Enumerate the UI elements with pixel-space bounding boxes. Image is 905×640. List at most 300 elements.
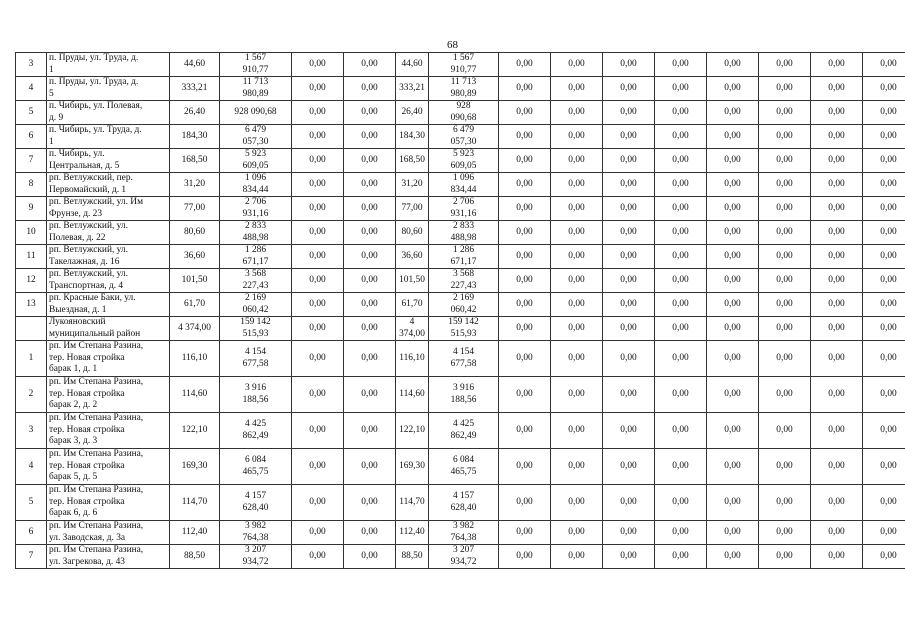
amount-cell: 0,00 xyxy=(655,521,707,545)
cost-cell: 1 286 671,17 xyxy=(429,245,499,269)
amount-cell: 0,00 xyxy=(603,413,655,449)
amount-cell: 0,00 xyxy=(707,245,759,269)
table-row xyxy=(16,149,905,173)
cost-cell: 2 706 931,16 xyxy=(429,197,499,221)
amount-cell: 0,00 xyxy=(655,317,707,341)
area-cell: 333,21 xyxy=(170,77,220,101)
address-cell: рп. Им Степана Разина, ул. Загрекова, д. 43 xyxy=(47,545,170,569)
amount-cell: 0,00 xyxy=(499,293,551,317)
amount-cell: 0,00 xyxy=(759,449,811,485)
amount-cell: 0,00 xyxy=(863,449,905,485)
amount-cell: 0,00 xyxy=(811,77,863,101)
amount-cell: 0,00 xyxy=(551,521,603,545)
amount-cell: 0,00 xyxy=(551,149,603,173)
row-number-cell: 7 xyxy=(16,149,47,173)
amount-cell: 0,00 xyxy=(655,449,707,485)
amount-cell: 0,00 xyxy=(551,317,603,341)
area-cell: 122,10 xyxy=(396,413,429,449)
amount-cell: 0,00 xyxy=(707,125,759,149)
amount-cell: 0,00 xyxy=(655,293,707,317)
amount-cell: 0,00 xyxy=(344,125,396,149)
amount-cell: 0,00 xyxy=(759,413,811,449)
amount-cell: 0,00 xyxy=(811,449,863,485)
area-cell: 184,30 xyxy=(396,125,429,149)
amount-cell: 0,00 xyxy=(292,521,344,545)
amount-cell: 0,00 xyxy=(655,77,707,101)
amount-cell: 0,00 xyxy=(863,293,905,317)
amount-cell: 0,00 xyxy=(292,101,344,125)
amount-cell: 0,00 xyxy=(499,449,551,485)
amount-cell: 0,00 xyxy=(292,485,344,521)
amount-cell: 0,00 xyxy=(292,317,344,341)
amount-cell: 0,00 xyxy=(655,53,707,77)
cost-cell: 2 169 060,42 xyxy=(429,293,499,317)
housing-register-table xyxy=(15,52,905,569)
amount-cell: 0,00 xyxy=(759,293,811,317)
amount-cell: 0,00 xyxy=(707,545,759,569)
address-cell: рп. Ветлужский, ул. Такелажная, д. 16 xyxy=(47,245,170,269)
amount-cell: 0,00 xyxy=(499,53,551,77)
area-cell: 44,60 xyxy=(396,53,429,77)
amount-cell: 0,00 xyxy=(655,149,707,173)
amount-cell: 0,00 xyxy=(863,77,905,101)
area-cell: 61,70 xyxy=(396,293,429,317)
area-cell: 61,70 xyxy=(170,293,220,317)
amount-cell: 0,00 xyxy=(344,53,396,77)
row-number-cell: 6 xyxy=(16,125,47,149)
area-cell: 169,30 xyxy=(396,449,429,485)
amount-cell: 0,00 xyxy=(292,197,344,221)
area-cell: 26,40 xyxy=(170,101,220,125)
amount-cell: 0,00 xyxy=(603,377,655,413)
cost-cell: 2 833 488,98 xyxy=(429,221,499,245)
cost-cell: 1 567 910,77 xyxy=(429,53,499,77)
amount-cell: 0,00 xyxy=(707,485,759,521)
area-cell: 26,40 xyxy=(396,101,429,125)
area-cell: 77,00 xyxy=(170,197,220,221)
amount-cell: 0,00 xyxy=(759,77,811,101)
amount-cell: 0,00 xyxy=(499,125,551,149)
address-cell: рп. Им Степана Разина, тер. Новая стройка барак 5, д. 5 xyxy=(47,449,170,485)
amount-cell: 0,00 xyxy=(759,521,811,545)
row-number-cell: 4 xyxy=(16,449,47,485)
table-row xyxy=(16,485,905,521)
amount-cell: 0,00 xyxy=(344,413,396,449)
table-row xyxy=(16,53,905,77)
area-cell: 4 374,00 xyxy=(396,317,429,341)
address-cell: рп. Им Степана Разина, тер. Новая стройка барак 2, д. 2 xyxy=(47,377,170,413)
amount-cell: 0,00 xyxy=(551,197,603,221)
cost-cell: 4 157 628,40 xyxy=(429,485,499,521)
amount-cell: 0,00 xyxy=(499,521,551,545)
amount-cell: 0,00 xyxy=(707,53,759,77)
amount-cell: 0,00 xyxy=(707,221,759,245)
amount-cell: 0,00 xyxy=(863,377,905,413)
amount-cell: 0,00 xyxy=(863,149,905,173)
amount-cell: 0,00 xyxy=(603,449,655,485)
address-cell: рп. Красные Баки, ул. Выездная, д. 1 xyxy=(47,293,170,317)
amount-cell: 0,00 xyxy=(292,545,344,569)
row-number-cell: 8 xyxy=(16,173,47,197)
amount-cell: 0,00 xyxy=(499,341,551,377)
area-cell: 80,60 xyxy=(170,221,220,245)
amount-cell: 0,00 xyxy=(759,485,811,521)
amount-cell: 0,00 xyxy=(603,341,655,377)
area-cell: 101,50 xyxy=(396,269,429,293)
amount-cell: 0,00 xyxy=(759,245,811,269)
amount-cell: 0,00 xyxy=(344,245,396,269)
cost-cell: 1 286 671,17 xyxy=(220,245,292,269)
row-number-cell: 1 xyxy=(16,341,47,377)
amount-cell: 0,00 xyxy=(811,197,863,221)
amount-cell: 0,00 xyxy=(551,77,603,101)
area-cell: 116,10 xyxy=(170,341,220,377)
amount-cell: 0,00 xyxy=(603,521,655,545)
amount-cell: 0,00 xyxy=(499,245,551,269)
cost-cell: 928 090,68 xyxy=(220,101,292,125)
area-cell: 88,50 xyxy=(170,545,220,569)
amount-cell: 0,00 xyxy=(292,245,344,269)
area-cell: 114,70 xyxy=(170,485,220,521)
amount-cell: 0,00 xyxy=(863,197,905,221)
amount-cell: 0,00 xyxy=(863,101,905,125)
row-number-cell: 3 xyxy=(16,413,47,449)
cost-cell: 6 084 465,75 xyxy=(429,449,499,485)
amount-cell: 0,00 xyxy=(655,485,707,521)
amount-cell: 0,00 xyxy=(551,485,603,521)
amount-cell: 0,00 xyxy=(292,149,344,173)
address-cell: п. Пруды, ул. Труда, д. 5 xyxy=(47,77,170,101)
amount-cell: 0,00 xyxy=(551,173,603,197)
amount-cell: 0,00 xyxy=(655,341,707,377)
amount-cell: 0,00 xyxy=(811,545,863,569)
area-cell: 114,70 xyxy=(396,485,429,521)
amount-cell: 0,00 xyxy=(344,293,396,317)
page-number: 68 xyxy=(447,39,458,51)
amount-cell: 0,00 xyxy=(499,317,551,341)
amount-cell: 0,00 xyxy=(499,149,551,173)
amount-cell: 0,00 xyxy=(655,545,707,569)
amount-cell: 0,00 xyxy=(551,125,603,149)
amount-cell: 0,00 xyxy=(499,485,551,521)
amount-cell: 0,00 xyxy=(292,449,344,485)
table-row xyxy=(16,341,905,377)
row-number-cell: 6 xyxy=(16,521,47,545)
amount-cell: 0,00 xyxy=(499,221,551,245)
amount-cell: 0,00 xyxy=(292,293,344,317)
amount-cell: 0,00 xyxy=(603,101,655,125)
address-cell: рп. Ветлужский, ул. Транспортная, д. 4 xyxy=(47,269,170,293)
amount-cell: 0,00 xyxy=(811,413,863,449)
table-row xyxy=(16,173,905,197)
cost-cell: 3 568 227,43 xyxy=(220,269,292,293)
amount-cell: 0,00 xyxy=(344,377,396,413)
amount-cell: 0,00 xyxy=(292,125,344,149)
table-row xyxy=(16,545,905,569)
amount-cell: 0,00 xyxy=(551,53,603,77)
table-row xyxy=(16,269,905,293)
area-cell: 114,60 xyxy=(396,377,429,413)
amount-cell: 0,00 xyxy=(811,269,863,293)
amount-cell: 0,00 xyxy=(707,293,759,317)
amount-cell: 0,00 xyxy=(655,221,707,245)
area-cell: 77,00 xyxy=(396,197,429,221)
area-cell: 169,30 xyxy=(170,449,220,485)
row-number-cell: 5 xyxy=(16,485,47,521)
address-cell: рп. Им Степана Разина, тер. Новая стройка барак 1, д. 1 xyxy=(47,341,170,377)
area-cell: 114,60 xyxy=(170,377,220,413)
row-number-cell: 2 xyxy=(16,377,47,413)
cost-cell: 5 923 609,05 xyxy=(429,149,499,173)
area-cell: 184,30 xyxy=(170,125,220,149)
amount-cell: 0,00 xyxy=(707,173,759,197)
cost-cell: 3 982 764,38 xyxy=(220,521,292,545)
amount-cell: 0,00 xyxy=(344,341,396,377)
address-cell: рп. Ветлужский, ул. Им Фрунзе, д. 23 xyxy=(47,197,170,221)
amount-cell: 0,00 xyxy=(707,101,759,125)
table-row xyxy=(16,197,905,221)
amount-cell: 0,00 xyxy=(551,221,603,245)
amount-cell: 0,00 xyxy=(603,77,655,101)
amount-cell: 0,00 xyxy=(603,293,655,317)
cost-cell: 3 916 188,56 xyxy=(220,377,292,413)
amount-cell: 0,00 xyxy=(759,341,811,377)
amount-cell: 0,00 xyxy=(499,413,551,449)
amount-cell: 0,00 xyxy=(551,269,603,293)
address-cell: п. Чибирь, ул. Центральная, д. 5 xyxy=(47,149,170,173)
cost-cell: 928 090,68 xyxy=(429,101,499,125)
amount-cell: 0,00 xyxy=(759,269,811,293)
cost-cell: 11 713 980,89 xyxy=(429,77,499,101)
amount-cell: 0,00 xyxy=(811,221,863,245)
amount-cell: 0,00 xyxy=(707,413,759,449)
table-row xyxy=(16,521,905,545)
amount-cell: 0,00 xyxy=(863,521,905,545)
amount-cell: 0,00 xyxy=(499,77,551,101)
amount-cell: 0,00 xyxy=(344,545,396,569)
amount-cell: 0,00 xyxy=(863,245,905,269)
cost-cell: 3 568 227,43 xyxy=(429,269,499,293)
area-cell: 36,60 xyxy=(170,245,220,269)
amount-cell: 0,00 xyxy=(344,449,396,485)
cost-cell: 3 207 934,72 xyxy=(220,545,292,569)
amount-cell: 0,00 xyxy=(811,173,863,197)
amount-cell: 0,00 xyxy=(655,377,707,413)
cost-cell: 159 142 515,93 xyxy=(429,317,499,341)
amount-cell: 0,00 xyxy=(811,53,863,77)
row-number-cell: 3 xyxy=(16,53,47,77)
amount-cell: 0,00 xyxy=(344,173,396,197)
row-number-cell xyxy=(16,317,47,341)
table-row xyxy=(16,221,905,245)
cost-cell: 3 207 934,72 xyxy=(429,545,499,569)
cost-cell: 2 169 060,42 xyxy=(220,293,292,317)
area-cell: 88,50 xyxy=(396,545,429,569)
area-cell: 44,60 xyxy=(170,53,220,77)
row-number-cell: 10 xyxy=(16,221,47,245)
row-number-cell: 11 xyxy=(16,245,47,269)
amount-cell: 0,00 xyxy=(863,341,905,377)
cost-cell: 4 154 677,58 xyxy=(220,341,292,377)
cost-cell: 4 157 628,40 xyxy=(220,485,292,521)
amount-cell: 0,00 xyxy=(603,125,655,149)
amount-cell: 0,00 xyxy=(863,221,905,245)
amount-cell: 0,00 xyxy=(344,221,396,245)
table-row xyxy=(16,413,905,449)
amount-cell: 0,00 xyxy=(292,269,344,293)
amount-cell: 0,00 xyxy=(603,221,655,245)
address-cell: рп. Им Степана Разина, ул. Заводская, д. 3а xyxy=(47,521,170,545)
area-cell: 122,10 xyxy=(170,413,220,449)
amount-cell: 0,00 xyxy=(292,53,344,77)
amount-cell: 0,00 xyxy=(759,125,811,149)
amount-cell: 0,00 xyxy=(603,317,655,341)
amount-cell: 0,00 xyxy=(655,125,707,149)
amount-cell: 0,00 xyxy=(344,197,396,221)
area-cell: 101,50 xyxy=(170,269,220,293)
amount-cell: 0,00 xyxy=(603,197,655,221)
amount-cell: 0,00 xyxy=(499,101,551,125)
amount-cell: 0,00 xyxy=(655,173,707,197)
table-row xyxy=(16,293,905,317)
amount-cell: 0,00 xyxy=(707,521,759,545)
amount-cell: 0,00 xyxy=(292,173,344,197)
amount-cell: 0,00 xyxy=(603,149,655,173)
cost-cell: 4 425 862,49 xyxy=(429,413,499,449)
amount-cell: 0,00 xyxy=(811,125,863,149)
amount-cell: 0,00 xyxy=(344,269,396,293)
amount-cell: 0,00 xyxy=(759,221,811,245)
amount-cell: 0,00 xyxy=(811,245,863,269)
amount-cell: 0,00 xyxy=(811,521,863,545)
amount-cell: 0,00 xyxy=(811,377,863,413)
amount-cell: 0,00 xyxy=(863,413,905,449)
amount-cell: 0,00 xyxy=(344,485,396,521)
amount-cell: 0,00 xyxy=(499,269,551,293)
amount-cell: 0,00 xyxy=(707,269,759,293)
amount-cell: 0,00 xyxy=(292,77,344,101)
amount-cell: 0,00 xyxy=(707,341,759,377)
cost-cell: 1 096 834,44 xyxy=(220,173,292,197)
amount-cell: 0,00 xyxy=(811,485,863,521)
amount-cell: 0,00 xyxy=(551,449,603,485)
cost-cell: 5 923 609,05 xyxy=(220,149,292,173)
amount-cell: 0,00 xyxy=(759,197,811,221)
area-cell: 168,50 xyxy=(396,149,429,173)
row-number-cell: 13 xyxy=(16,293,47,317)
area-cell: 31,20 xyxy=(396,173,429,197)
amount-cell: 0,00 xyxy=(551,341,603,377)
amount-cell: 0,00 xyxy=(344,149,396,173)
area-cell: 4 374,00 xyxy=(170,317,220,341)
table-row xyxy=(16,125,905,149)
amount-cell: 0,00 xyxy=(655,269,707,293)
table-row xyxy=(16,449,905,485)
amount-cell: 0,00 xyxy=(551,293,603,317)
row-number-cell: 7 xyxy=(16,545,47,569)
amount-cell: 0,00 xyxy=(811,149,863,173)
amount-cell: 0,00 xyxy=(759,317,811,341)
area-cell: 112,40 xyxy=(396,521,429,545)
row-number-cell: 12 xyxy=(16,269,47,293)
cost-cell: 3 916 188,56 xyxy=(429,377,499,413)
amount-cell: 0,00 xyxy=(603,485,655,521)
address-cell: п. Чибирь, ул. Полевая, д. 9 xyxy=(47,101,170,125)
amount-cell: 0,00 xyxy=(603,545,655,569)
amount-cell: 0,00 xyxy=(707,317,759,341)
amount-cell: 0,00 xyxy=(603,173,655,197)
amount-cell: 0,00 xyxy=(344,317,396,341)
amount-cell: 0,00 xyxy=(863,545,905,569)
amount-cell: 0,00 xyxy=(863,125,905,149)
cost-cell: 6 479 057,30 xyxy=(220,125,292,149)
table-row xyxy=(16,317,905,341)
address-cell: рп. Им Степана Разина, тер. Новая стройка барак 3, д. 3 xyxy=(47,413,170,449)
amount-cell: 0,00 xyxy=(707,449,759,485)
address-cell: рп. Ветлужский, пер. Первомайский, д. 1 xyxy=(47,173,170,197)
address-cell: рп. Ветлужский, ул. Полевая, д. 22 xyxy=(47,221,170,245)
cost-cell: 4 154 677,58 xyxy=(429,341,499,377)
cost-cell: 4 425 862,49 xyxy=(220,413,292,449)
amount-cell: 0,00 xyxy=(863,485,905,521)
amount-cell: 0,00 xyxy=(863,269,905,293)
amount-cell: 0,00 xyxy=(551,245,603,269)
amount-cell: 0,00 xyxy=(863,317,905,341)
area-cell: 112,40 xyxy=(170,521,220,545)
amount-cell: 0,00 xyxy=(499,197,551,221)
amount-cell: 0,00 xyxy=(551,101,603,125)
amount-cell: 0,00 xyxy=(499,545,551,569)
address-cell: Лукояновский муниципальный район xyxy=(47,317,170,341)
amount-cell: 0,00 xyxy=(863,53,905,77)
amount-cell: 0,00 xyxy=(344,101,396,125)
amount-cell: 0,00 xyxy=(863,173,905,197)
area-cell: 31,20 xyxy=(170,173,220,197)
cost-cell: 2 833 488,98 xyxy=(220,221,292,245)
cost-cell: 159 142 515,93 xyxy=(220,317,292,341)
amount-cell: 0,00 xyxy=(655,197,707,221)
amount-cell: 0,00 xyxy=(292,377,344,413)
amount-cell: 0,00 xyxy=(759,545,811,569)
table-row xyxy=(16,377,905,413)
row-number-cell: 5 xyxy=(16,101,47,125)
amount-cell: 0,00 xyxy=(292,341,344,377)
area-cell: 36,60 xyxy=(396,245,429,269)
amount-cell: 0,00 xyxy=(759,101,811,125)
amount-cell: 0,00 xyxy=(603,245,655,269)
cost-cell: 1 567 910,77 xyxy=(220,53,292,77)
row-number-cell: 9 xyxy=(16,197,47,221)
amount-cell: 0,00 xyxy=(707,377,759,413)
area-cell: 333,21 xyxy=(396,77,429,101)
amount-cell: 0,00 xyxy=(759,377,811,413)
amount-cell: 0,00 xyxy=(344,77,396,101)
amount-cell: 0,00 xyxy=(499,377,551,413)
amount-cell: 0,00 xyxy=(655,245,707,269)
amount-cell: 0,00 xyxy=(292,221,344,245)
amount-cell: 0,00 xyxy=(344,521,396,545)
area-cell: 80,60 xyxy=(396,221,429,245)
amount-cell: 0,00 xyxy=(292,413,344,449)
amount-cell: 0,00 xyxy=(655,101,707,125)
area-cell: 116,10 xyxy=(396,341,429,377)
address-cell: рп. Им Степана Разина, тер. Новая стройка барак 6, д. 6 xyxy=(47,485,170,521)
amount-cell: 0,00 xyxy=(811,101,863,125)
amount-cell: 0,00 xyxy=(499,173,551,197)
amount-cell: 0,00 xyxy=(811,317,863,341)
table-row xyxy=(16,245,905,269)
amount-cell: 0,00 xyxy=(759,53,811,77)
